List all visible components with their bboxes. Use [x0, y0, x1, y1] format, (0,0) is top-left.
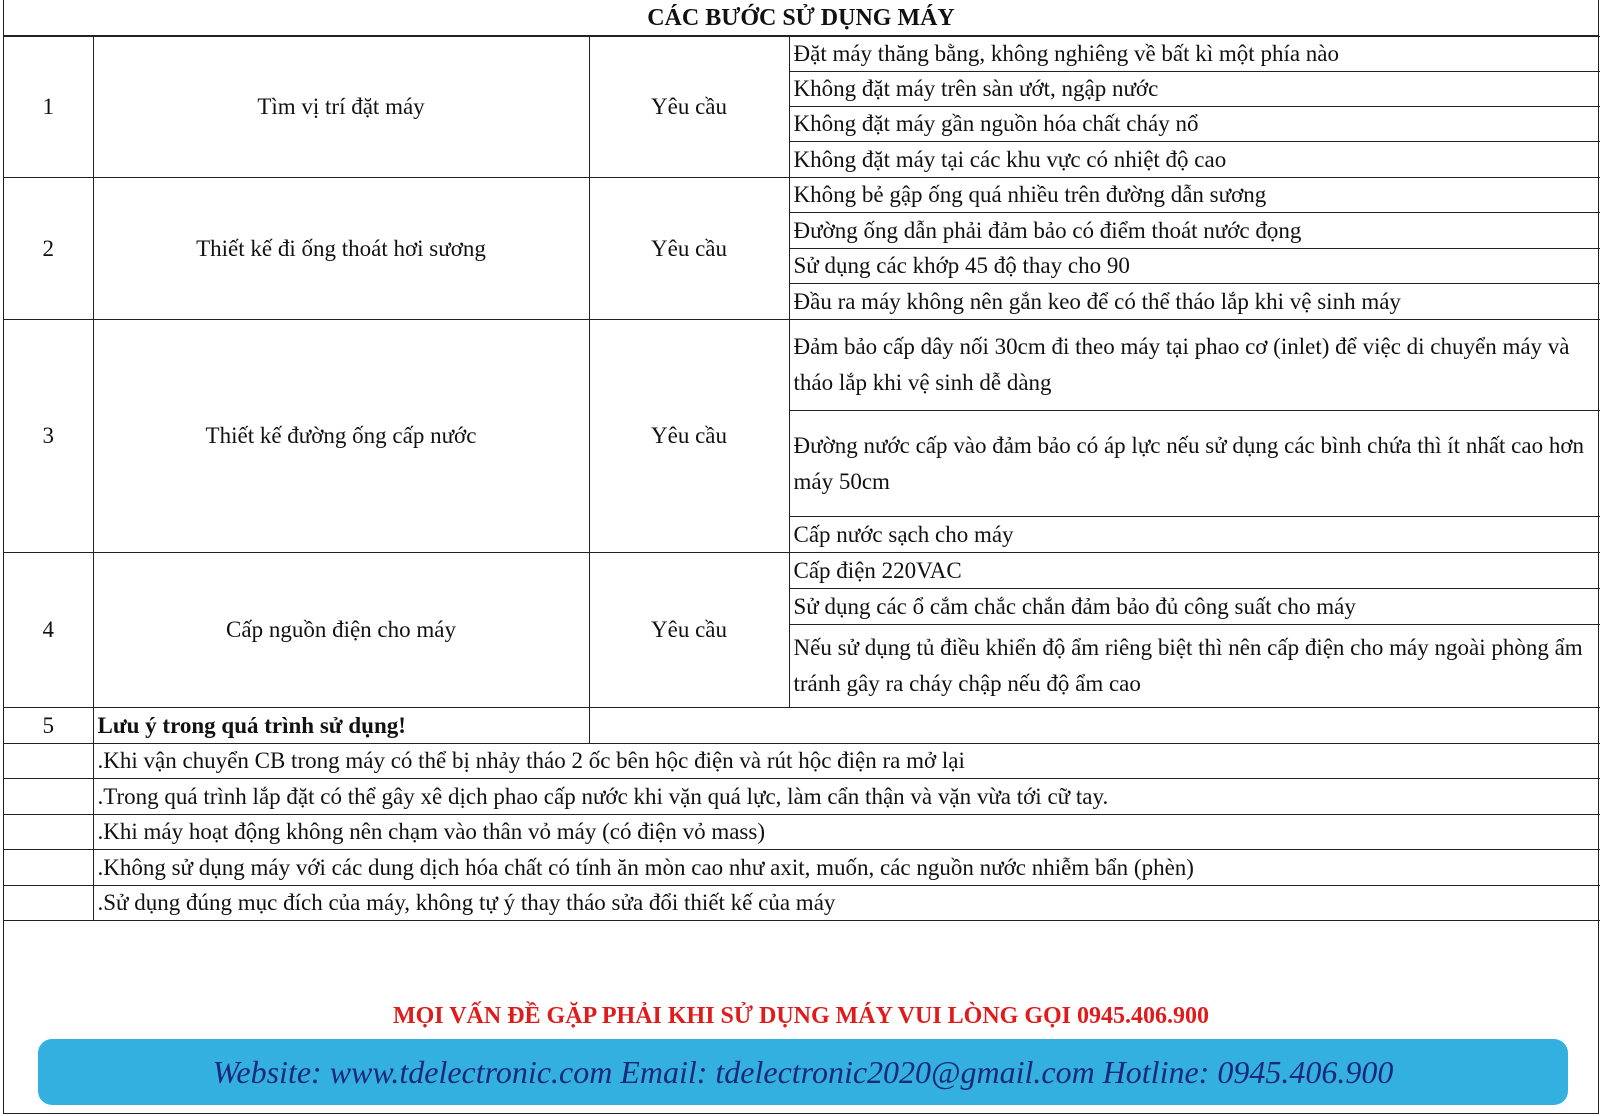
note-item: .Khi máy hoạt động không nên chạm vào thân vỏ máy (có điện vỏ mass) — [93, 815, 1600, 850]
table-row — [4, 815, 1600, 850]
step-number: 1 — [4, 37, 93, 178]
notes-blank-cell — [4, 886, 93, 921]
note-item: .Khi vận chuyển CB trong máy có thể bị nhảy tháo 2 ốc bên hộc điện và rút hộc điện ra mở lại — [93, 744, 1600, 779]
note-item: .Sử dụng đúng mục đích của máy, không tự ý thay tháo sửa đổi thiết kế của máy — [93, 886, 1600, 921]
step-detail: Đầu ra máy không nên gắn keo để có thể tháo lắp khi vệ sinh máy — [789, 284, 1600, 320]
step-number: 2 — [4, 178, 93, 320]
step-detail: Sử dụng các khớp 45 độ thay cho 90 — [789, 249, 1600, 284]
step-detail: Không đặt máy trên sàn ướt, ngập nước — [789, 72, 1600, 107]
step-requirement-label: Yêu cầu — [589, 320, 789, 553]
step-number: 3 — [4, 320, 93, 553]
note-item: .Không sử dụng máy với các dung dịch hóa chất có tính ăn mòn cao như axit, muốn, các nguồn nước nhiễm bẩn (phèn) — [93, 850, 1600, 886]
step-detail: Nếu sử dụng tủ điều khiển độ ẩm riêng biệt thì nên cấp điện cho máy ngoài phòng ẩm tránh gây ra cháy chập nếu độ ẩm cao — [789, 625, 1600, 708]
document-sheet — [3, 0, 1599, 1114]
step-detail: Đường ống dẫn phải đảm bảo có điểm thoát nước đọng — [789, 213, 1600, 249]
notes-number: 5 — [4, 708, 93, 744]
step-detail: Cấp điện 220VAC — [789, 553, 1600, 589]
table-row — [4, 37, 1600, 72]
step-detail: Đường nước cấp vào đảm bảo có áp lực nếu sử dụng các bình chứa thì ít nhất cao hơn máy 50cm — [789, 411, 1600, 517]
table-row — [4, 178, 1600, 213]
step-number: 4 — [4, 553, 93, 708]
step-name: Thiết kế đường ống cấp nước — [93, 320, 589, 553]
page-title: CÁC BƯỚC SỬ DỤNG MÁY — [4, 0, 1598, 36]
table-row — [4, 850, 1600, 886]
step-name: Cấp nguồn điện cho máy — [93, 553, 589, 708]
note-item: .Trong quá trình lắp đặt có thể gây xê dịch phao cấp nước khi vặn quá lực, làm cẩn thận và vặn vừa tới cữ tay. — [93, 779, 1600, 815]
step-detail: Không đặt máy gần nguồn hóa chất cháy nổ — [789, 107, 1600, 142]
step-detail: Cấp nước sạch cho máy — [789, 517, 1600, 553]
table-row — [4, 779, 1600, 815]
hotline-notice: MỌI VẤN ĐỀ GẶP PHẢI KHI SỬ DỤNG MÁY VUI LÒNG GỌI 0945.406.900 — [392, 1003, 1210, 1029]
table-row — [4, 320, 1600, 411]
table-row — [4, 708, 1600, 744]
contact-bar — [38, 1039, 1568, 1105]
table-row — [4, 886, 1600, 921]
notes-heading: Lưu ý trong quá trình sử dụng! — [93, 708, 589, 744]
notes-blank-cell — [4, 815, 93, 850]
table-row — [4, 553, 1600, 589]
notes-heading-blank — [589, 708, 1600, 744]
notes-blank-cell — [4, 779, 93, 815]
step-requirement-label: Yêu cầu — [589, 37, 789, 178]
step-detail: Không bẻ gập ống quá nhiều trên đường dẫn sương — [789, 178, 1600, 213]
step-detail: Đặt máy thăng bằng, không nghiêng về bất kì một phía nào — [789, 37, 1600, 72]
steps-table — [4, 36, 1600, 921]
contact-text: Website: www.tdelectronic.com Email: tdelectronic2020@gmail.com Hotline: 0945.406.900 — [212, 1054, 1394, 1090]
notes-blank-cell — [4, 850, 93, 886]
step-detail: Không đặt máy tại các khu vực có nhiệt độ cao — [789, 142, 1600, 178]
step-detail: Đảm bảo cấp dây nối 30cm đi theo máy tại phao cơ (inlet) để việc di chuyển máy và tháo lắp khi vệ sinh dễ dàng — [789, 320, 1600, 411]
step-requirement-label: Yêu cầu — [589, 553, 789, 708]
step-requirement-label: Yêu cầu — [589, 178, 789, 320]
step-detail: Sử dụng các ổ cắm chắc chắn đảm bảo đủ công suất cho máy — [789, 589, 1600, 625]
step-name: Thiết kế đi ống thoát hơi sương — [93, 178, 589, 320]
notes-blank-cell — [4, 744, 93, 779]
step-name: Tìm vị trí đặt máy — [93, 37, 589, 178]
table-row — [4, 744, 1600, 779]
